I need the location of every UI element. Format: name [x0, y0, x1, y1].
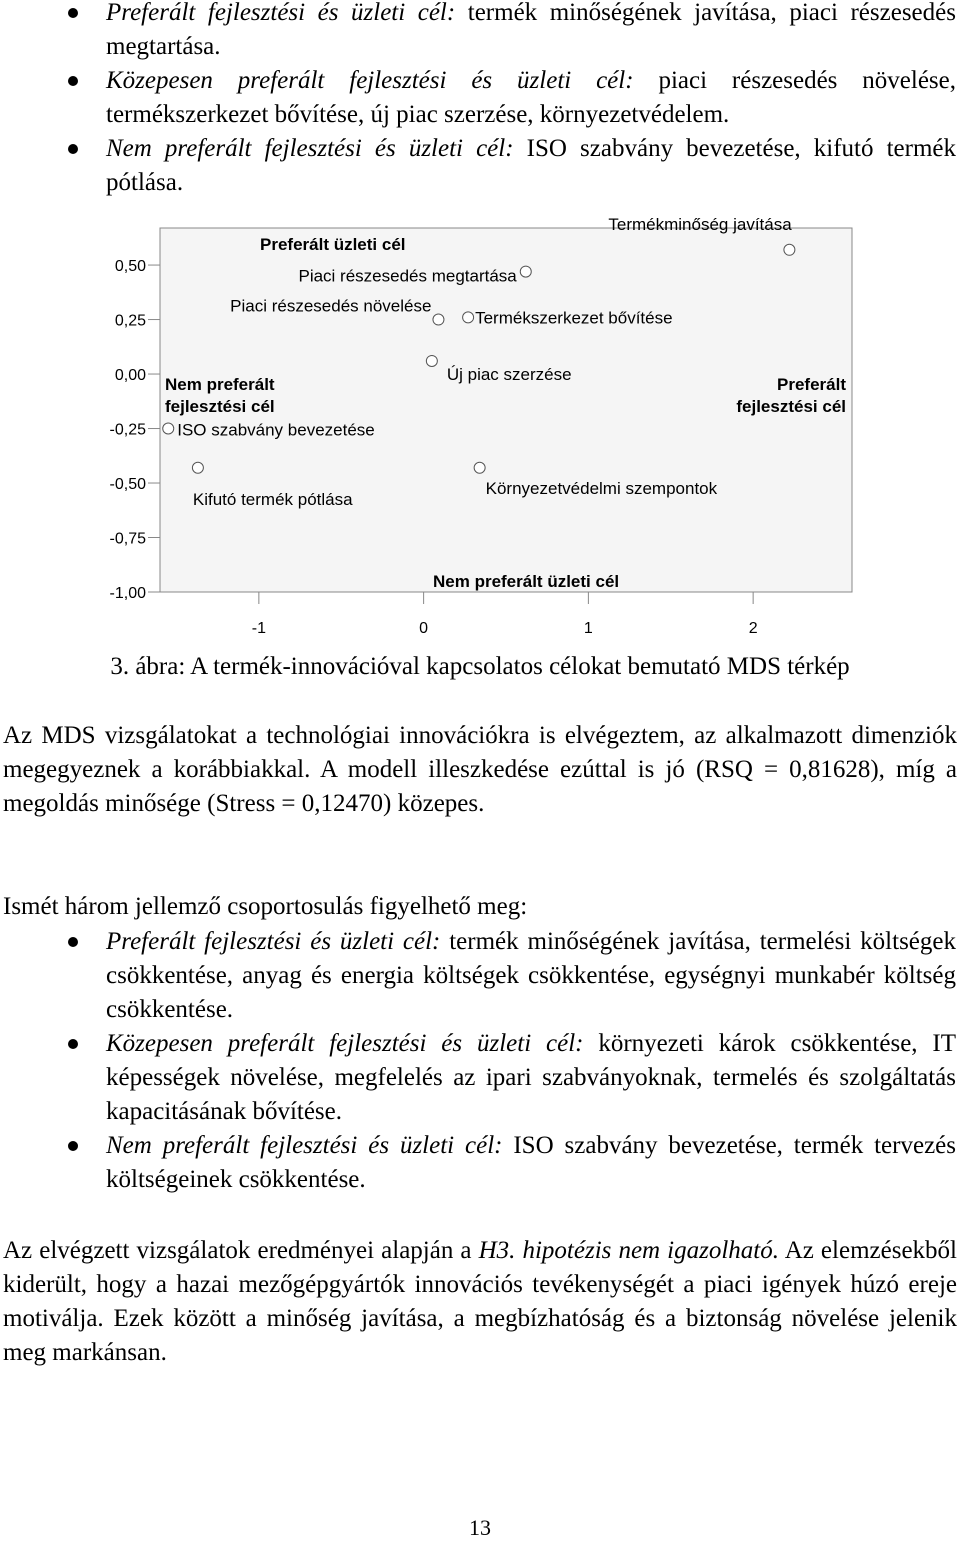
data-point	[474, 462, 485, 473]
data-point	[426, 355, 437, 366]
figure-caption: 3. ábra: A termék-innovációval kapcsolatos célokat bemutató MDS térkép	[110, 653, 850, 680]
page-number: 13	[469, 1515, 491, 1540]
y-tick-label: -0,50	[109, 476, 146, 494]
bullet-lead: Közepesen preferált fejlesztési és üzleti cél:	[106, 1030, 584, 1057]
bullet-text: ISO szabvány bevezetése, termék tervezés költségeinek csökkentése.	[106, 1132, 956, 1193]
data-point-label: Piaci részesedés megtartása	[298, 266, 517, 286]
data-point	[433, 314, 444, 325]
data-point-label: Kifutó termék pótlása	[192, 489, 353, 509]
top-bullet-list	[0, 0, 960, 200]
x-tick-label: 0	[419, 620, 429, 637]
data-point-label: Termékszerkezet bővítése	[475, 308, 673, 328]
data-point-label: Termékminőség javítása	[608, 214, 792, 234]
bullet-text: ISO szabvány bevezetése, kifutó termék pótlása.	[106, 135, 956, 196]
region-label-top: Preferált üzleti cél	[260, 235, 406, 254]
y-tick-label: -0,25	[109, 421, 146, 439]
data-point	[192, 462, 203, 473]
bullet-item	[0, 0, 960, 64]
bottom-bullet-list	[0, 925, 960, 1197]
bullet-text: termék minőségének javítása, termelési költségek csökkentése, anyag és energia költségek csökkentése, egységnyi munkabér költség csökkentése.	[106, 928, 956, 1023]
conclusion-text-2: Az elemzésekből kiderült, hogy a hazai mezőgépgyártók innovációs tevékenységét a piaci igények húzó ereje motiválja. Ezek között a minőség javítása, a megbízhatóság és a biztonság növelése jelenik meg markánsan.	[3, 1237, 957, 1366]
bullet-item	[0, 1027, 960, 1129]
region-label-right-line1: Preferált	[777, 375, 846, 394]
region-label-bottom: Nem preferált üzleti cél	[433, 572, 620, 591]
data-point-label: Új piac szerzése	[446, 364, 572, 384]
bullet-lead: Nem preferált fejlesztési és üzleti cél:	[106, 1132, 503, 1159]
conclusion-text-1: Az elvégzett vizsgálatok eredményei alapján a	[3, 1237, 479, 1264]
bullet-lead: Preferált fejlesztési és üzleti cél:	[106, 928, 441, 955]
region-label-left-line1: Nem preferált	[165, 375, 275, 394]
x-tick-label: 2	[748, 620, 758, 637]
data-point-label: Piaci részesedés növelése	[230, 296, 432, 316]
bullet-item	[0, 1129, 960, 1197]
bullet-lead: Preferált fejlesztési és üzleti cél:	[106, 0, 456, 26]
data-point	[520, 266, 531, 277]
y-tick-label: 0,25	[114, 312, 146, 330]
y-tick-label: -0,75	[109, 530, 146, 548]
data-point	[463, 312, 474, 323]
paragraph-intro: Ismét három jellemző csoportosulás figyelhető meg:	[3, 893, 528, 920]
bullet-lead: Közepesen preferált fejlesztési és üzleti cél:	[106, 67, 634, 94]
y-axis	[110, 258, 160, 602]
y-tick-label: -1,00	[109, 585, 146, 602]
bullet-lead: Nem preferált fejlesztési és üzleti cél:	[106, 135, 514, 162]
paragraph-mds: Az MDS vizsgálatokat a technológiai innovációkra is elvégeztem, az alkalmazott dimenziók megegyeznek a korábbiakkal. A modell illeszkedése ezúttal is jó (RSQ = 0,81628), míg a megoldás minősége (Stress = 0,12470) közepes.	[3, 722, 957, 817]
bullet-item	[0, 64, 960, 132]
conclusion-hypothesis: H3. hipotézis nem igazolható.	[478, 1237, 779, 1264]
bullet-item	[0, 925, 960, 1027]
bullet-item	[0, 132, 960, 200]
region-label-left-line2: fejlesztési cél	[165, 397, 275, 416]
mds-chart	[0, 210, 960, 650]
bullet-text: piaci részesedés növelése, termékszerkezet bővítése, új piac szerzése, környezetvédelem.	[106, 67, 957, 128]
y-tick-label: 0,50	[114, 258, 146, 276]
x-tick-label: 1	[583, 620, 593, 637]
data-point	[163, 423, 174, 434]
paragraph-conclusion	[3, 1234, 957, 1370]
bullet-text: termék minőségének javítása, piaci részesedés megtartása.	[106, 0, 956, 60]
data-point-label: ISO szabvány bevezetése	[177, 420, 375, 440]
x-tick-label: -1	[251, 620, 266, 637]
data-point	[784, 244, 795, 255]
y-tick-label: 0,00	[114, 367, 146, 385]
x-axis	[252, 592, 758, 637]
region-label-right-line2: fejlesztési cél	[736, 397, 846, 416]
data-point-label: Környezetvédelmi szempontok	[485, 478, 718, 498]
bullet-text: környezeti károk csökkentése, IT képességek növelése, megfelelés az ipari szabványoknak, termelés és szolgáltatás kapacitásának bővítése.	[106, 1030, 957, 1125]
